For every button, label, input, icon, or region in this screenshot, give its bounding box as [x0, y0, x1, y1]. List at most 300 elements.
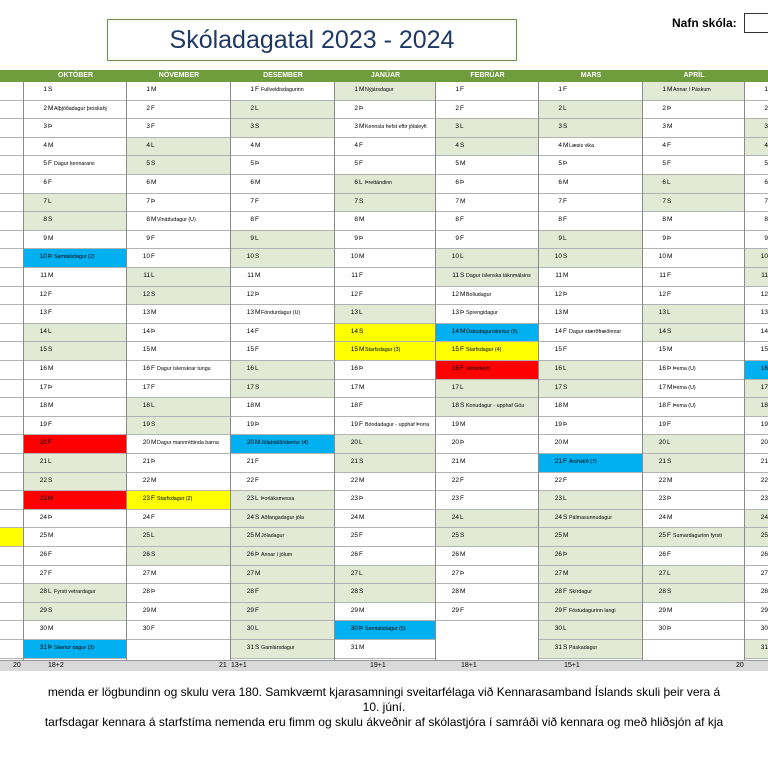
day-cell	[436, 156, 539, 175]
day-cell	[643, 361, 745, 380]
day-cell	[436, 398, 539, 417]
day-cell	[335, 324, 436, 343]
day-note: Annar í jólum	[261, 552, 293, 558]
day-cell	[24, 361, 127, 380]
day-cell	[24, 566, 127, 585]
footnote-line-1: menda er lögbundinn og skulu vera 180. Samkvæmt kjarasamningi sveitarfélaga við Kennarasamband Íslands skuli þeir vera á	[47, 685, 721, 699]
weekday-letter: F	[460, 216, 464, 224]
weekday-letter: M	[48, 402, 54, 410]
day-cell	[0, 249, 24, 268]
day-cell	[127, 528, 231, 547]
weekday-letter: M	[667, 86, 673, 93]
weekday-letter: M	[255, 309, 261, 317]
weekday-letter: F	[255, 86, 259, 93]
weekday-letter: L	[667, 569, 671, 577]
day-cell	[335, 640, 436, 659]
day-cell	[0, 621, 24, 640]
day-cell	[436, 380, 539, 399]
weekday-letter: F	[667, 290, 671, 298]
weekday-letter: M	[151, 216, 157, 224]
day-number: 18	[760, 402, 768, 410]
day-number: 24	[246, 513, 254, 521]
school-name-label: Nafn skóla:	[672, 16, 737, 30]
day-cell	[127, 231, 231, 250]
weekday-letter: M	[48, 495, 54, 503]
day-cell	[745, 435, 768, 454]
day-number: 27	[350, 569, 358, 577]
day-number: 20	[350, 439, 358, 447]
weekday-letter: Þ	[151, 588, 156, 596]
day-number: 23	[451, 495, 459, 503]
day-cell	[127, 138, 231, 157]
day-note: Bóndadagur - upphaf Þorra	[365, 421, 430, 428]
weekday-letter: F	[460, 86, 464, 93]
day-cell	[231, 342, 335, 361]
day-cell	[539, 231, 643, 250]
weekday-letter: S	[48, 346, 53, 354]
totals-row	[0, 660, 768, 671]
weekday-letter: L	[359, 569, 363, 577]
day-note: Gamlársdagur	[261, 645, 295, 651]
day-cell	[231, 305, 335, 324]
day-number: 15	[554, 346, 562, 354]
month-total: 20	[13, 662, 21, 669]
day-cell	[539, 528, 643, 547]
day-number: 1	[146, 86, 150, 93]
day-cell	[127, 380, 231, 399]
day-cell	[231, 640, 335, 659]
day-number: 25	[246, 532, 254, 540]
weekday-letter: L	[460, 123, 464, 131]
day-number: 7	[662, 197, 666, 205]
day-cell	[0, 417, 24, 436]
weekday-letter: F	[563, 346, 567, 354]
weekday-letter: S	[255, 513, 260, 521]
day-cell	[643, 231, 745, 250]
day-cell	[539, 398, 643, 417]
day-cell	[539, 510, 643, 529]
day-note: Starfsdagur (3)	[365, 347, 401, 354]
weekday-letter: F	[563, 216, 567, 224]
weekday-letter: L	[359, 439, 363, 447]
day-number: 14	[760, 327, 768, 335]
day-number: 24	[39, 513, 47, 521]
day-number: 24	[142, 513, 150, 521]
day-cell	[745, 547, 768, 566]
day-number: 19	[451, 420, 459, 428]
day-number: 6	[662, 179, 666, 186]
weekday-letter: F	[151, 495, 155, 503]
day-number: 23	[760, 495, 768, 503]
weekday-letter: F	[667, 532, 671, 540]
weekday-letter: F	[48, 420, 52, 428]
day-cell	[335, 194, 436, 213]
day-cell	[436, 268, 539, 287]
weekday-letter: M	[563, 569, 569, 577]
day-number: 17	[39, 383, 47, 391]
day-cell	[0, 584, 24, 603]
day-cell	[231, 547, 335, 566]
day-cell	[539, 435, 643, 454]
day-number: 11	[351, 272, 358, 279]
day-number: 22	[554, 476, 562, 484]
weekday-letter: L	[460, 253, 464, 261]
day-number: 21	[350, 458, 358, 465]
day-number: 28	[246, 588, 254, 596]
day-cell	[436, 547, 539, 566]
weekday-letter: M	[563, 272, 569, 279]
day-number: 16	[246, 365, 254, 372]
weekday-letter: F	[667, 160, 671, 168]
day-number: 25	[350, 532, 358, 540]
weekday-letter: F	[460, 104, 464, 112]
day-number: 8	[764, 216, 768, 224]
day-cell	[539, 640, 643, 659]
column-divider	[538, 82, 539, 660]
day-cell	[231, 621, 335, 640]
day-cell	[539, 305, 643, 324]
day-cell	[745, 417, 768, 436]
month-total: 13+1	[231, 662, 247, 669]
day-number: 1	[764, 86, 768, 93]
day-cell	[643, 194, 745, 213]
day-number: 8	[455, 216, 459, 224]
weekday-letter: F	[359, 532, 363, 540]
day-number: 4	[764, 141, 768, 149]
weekday-letter: F	[563, 197, 567, 205]
day-cell	[127, 361, 231, 380]
day-cell	[436, 342, 539, 361]
day-number: 7	[455, 197, 459, 205]
day-number: 14	[246, 327, 254, 335]
day-number: 8	[354, 216, 358, 224]
day-number: 17	[658, 383, 666, 391]
weekday-letter: F	[563, 476, 567, 484]
weekday-letter: S	[460, 272, 465, 279]
day-cell	[231, 212, 335, 231]
weekday-letter: M	[151, 476, 157, 484]
day-cell	[436, 231, 539, 250]
weekday-letter: F	[563, 327, 567, 335]
day-cell	[0, 194, 24, 213]
weekday-letter: M	[48, 141, 54, 149]
day-cell	[335, 473, 436, 492]
day-cell	[231, 398, 335, 417]
day-cell	[0, 175, 24, 194]
day-cell	[436, 287, 539, 306]
weekday-letter: Þ	[255, 420, 260, 428]
weekday-letter: M	[667, 606, 673, 614]
day-cell	[436, 82, 539, 101]
day-cell	[335, 175, 436, 194]
day-cell	[643, 305, 745, 324]
day-note: Bolludagur	[466, 291, 492, 298]
day-cell	[127, 491, 231, 510]
weekday-letter: L	[667, 309, 671, 317]
day-number: 7	[43, 197, 47, 205]
day-cell	[643, 473, 745, 492]
day-cell	[24, 268, 127, 287]
day-cell	[127, 268, 231, 287]
day-number: 27	[246, 569, 254, 577]
weekday-letter: S	[48, 606, 53, 614]
weekday-letter: F	[667, 551, 671, 558]
day-number: 20	[246, 439, 254, 447]
weekday-letter: L	[563, 625, 567, 633]
weekday-letter: S	[460, 141, 465, 149]
day-cell	[127, 287, 231, 306]
day-cell	[231, 491, 335, 510]
day-number: 1	[354, 86, 358, 93]
day-cell	[745, 156, 768, 175]
day-cell	[0, 398, 24, 417]
month-header-1: OKTÓBER	[58, 72, 93, 79]
month-total: 19+1	[370, 662, 386, 669]
day-number: 10	[142, 253, 150, 261]
day-number: 27	[39, 569, 47, 577]
day-cell	[539, 156, 643, 175]
day-cell	[231, 101, 335, 120]
day-number: 27	[658, 569, 666, 577]
weekday-letter: F	[151, 365, 155, 372]
day-cell	[643, 398, 745, 417]
weekday-letter: F	[48, 179, 52, 186]
day-cell	[24, 510, 127, 529]
day-number: 11	[143, 272, 150, 279]
day-note: Dagur mannréttinda barna	[157, 440, 219, 447]
day-cell	[436, 324, 539, 343]
weekday-letter: M	[255, 532, 261, 540]
day-note: Kennsla hefst eftir jólaleyfi	[365, 124, 427, 131]
day-cell	[0, 603, 24, 622]
month-header-3: DESEMBER	[263, 72, 303, 79]
day-number: 9	[662, 234, 666, 242]
weekday-letter: L	[151, 532, 155, 540]
weekday-letter: L	[359, 309, 363, 317]
weekday-letter: F	[460, 346, 464, 354]
weekday-letter: F	[151, 383, 155, 391]
weekday-letter: Þ	[359, 234, 364, 242]
day-number: 19	[246, 420, 254, 428]
weekday-letter: Þ	[563, 290, 568, 298]
day-number: 29	[350, 606, 358, 614]
day-number: 20	[554, 439, 562, 447]
weekday-letter: Þ	[151, 327, 156, 335]
day-cell	[24, 491, 127, 510]
day-number: 7	[354, 197, 358, 205]
day-note: Þema (U)	[673, 384, 696, 391]
weekday-letter: M	[359, 644, 365, 651]
day-number: 30	[246, 625, 254, 633]
weekday-letter: S	[151, 420, 156, 428]
day-cell	[127, 417, 231, 436]
weekday-letter: Þ	[563, 551, 568, 558]
day-number: 8	[558, 216, 562, 224]
weekday-letter: F	[359, 272, 363, 279]
day-cell	[24, 119, 127, 138]
month-total: 15+1	[564, 662, 580, 669]
day-number: 7	[146, 197, 150, 205]
weekday-letter: S	[151, 290, 156, 298]
day-cell	[643, 82, 745, 101]
day-number: 14	[39, 327, 47, 335]
weekday-letter: F	[460, 365, 464, 372]
day-cell	[24, 435, 127, 454]
weekday-letter: M	[255, 402, 261, 410]
day-number: 15	[658, 346, 666, 354]
day-note: Sprengidagur	[466, 310, 498, 317]
month-header-4: JANÚAR	[370, 72, 401, 79]
day-cell	[745, 621, 768, 640]
weekday-letter: F	[359, 141, 363, 149]
day-number: 13	[658, 309, 666, 317]
day-number: 31	[760, 644, 768, 651]
day-cell	[335, 380, 436, 399]
day-cell	[24, 584, 127, 603]
month-total: 18+1	[461, 662, 477, 669]
day-note: Þrettándinn	[365, 180, 393, 186]
day-cell	[335, 287, 436, 306]
day-cell	[231, 454, 335, 473]
day-number: 3	[764, 123, 768, 131]
day-cell	[643, 603, 745, 622]
day-number: 18	[39, 402, 47, 410]
day-note: Jóladagur	[261, 533, 285, 540]
day-number: 6	[146, 179, 150, 186]
day-cell	[24, 212, 127, 231]
day-cell	[0, 566, 24, 585]
day-number: 22	[350, 476, 358, 484]
day-number: 11	[761, 272, 768, 279]
day-cell	[0, 101, 24, 120]
weekday-letter: S	[667, 458, 672, 465]
weekday-letter: F	[151, 253, 155, 261]
month-header-5: FEBRÚAR	[470, 72, 505, 79]
day-number: 13	[554, 309, 562, 317]
day-cell	[436, 101, 539, 120]
day-number: 10	[760, 253, 768, 261]
day-number: 2	[354, 104, 358, 112]
weekday-letter: M	[359, 253, 365, 261]
day-number: 12	[760, 290, 768, 298]
day-number: 29	[451, 606, 459, 614]
day-number: 26	[350, 551, 358, 558]
day-note: Annar í Páskum	[673, 87, 711, 93]
day-number: 1	[250, 86, 254, 93]
weekday-letter: Þ	[48, 513, 53, 521]
day-number: 16	[451, 365, 459, 372]
day-note: Dagur íslenskrar tungu	[157, 366, 211, 372]
day-cell	[745, 380, 768, 399]
column-divider	[126, 82, 127, 660]
day-cell	[335, 566, 436, 585]
weekday-letter: L	[563, 495, 567, 503]
day-cell	[0, 231, 24, 250]
day-cell	[335, 547, 436, 566]
day-cell	[0, 435, 24, 454]
day-cell	[436, 603, 539, 622]
day-cell	[643, 621, 745, 640]
month-header-2: NÓVEMBER	[158, 72, 200, 79]
weekday-letter: Þ	[667, 495, 672, 503]
day-cell	[0, 324, 24, 343]
weekday-letter: S	[255, 253, 260, 261]
weekday-letter: L	[48, 588, 52, 596]
day-number: 12	[554, 290, 562, 298]
weekday-letter: S	[48, 216, 53, 224]
day-cell	[745, 138, 768, 157]
weekday-letter: Þ	[460, 569, 465, 577]
day-cell	[335, 491, 436, 510]
day-number: 10	[658, 253, 666, 261]
day-number: 27	[451, 569, 459, 577]
day-cell	[643, 491, 745, 510]
weekday-letter: F	[151, 234, 155, 242]
day-cell	[0, 473, 24, 492]
day-number: 26	[760, 551, 768, 558]
day-number: 5	[146, 160, 150, 168]
day-cell	[643, 342, 745, 361]
day-cell	[127, 398, 231, 417]
column-divider	[435, 82, 436, 660]
day-cell	[745, 640, 768, 659]
weekday-letter: F	[563, 588, 567, 596]
day-number: 30	[554, 625, 562, 633]
day-cell	[335, 82, 436, 101]
weekday-letter: Þ	[48, 123, 53, 131]
weekday-letter: M	[255, 439, 261, 447]
day-number: 31	[554, 644, 562, 651]
day-cell	[24, 640, 127, 659]
day-note: Skertur dagur (3)	[54, 645, 95, 651]
day-number: 2	[43, 104, 47, 112]
day-cell	[745, 287, 768, 306]
weekday-letter: L	[48, 458, 52, 465]
weekday-letter: S	[151, 551, 156, 558]
weekday-letter: M	[563, 141, 569, 149]
weekday-letter: M	[667, 216, 673, 224]
day-cell	[0, 119, 24, 138]
weekday-letter: F	[460, 495, 464, 503]
day-cell	[0, 342, 24, 361]
day-note: Þema (U)	[673, 403, 696, 410]
day-number: 16	[39, 365, 47, 372]
weekday-letter: Þ	[460, 179, 465, 186]
day-number: 9	[43, 234, 47, 242]
day-cell	[539, 101, 643, 120]
day-cell	[745, 268, 768, 287]
day-cell	[0, 528, 24, 547]
month-header-6: MARS	[580, 72, 602, 79]
day-number: 13	[246, 309, 254, 317]
day-cell	[24, 417, 127, 436]
weekday-letter: M	[151, 439, 157, 447]
day-cell	[231, 510, 335, 529]
weekday-letter: Þ	[667, 234, 672, 242]
day-number: 21	[658, 458, 666, 465]
weekday-letter: S	[667, 327, 672, 335]
day-note: Öskudagur/skertur (6)	[466, 328, 518, 335]
school-name-input[interactable]	[744, 13, 768, 33]
day-number: 9	[455, 234, 459, 242]
weekday-letter: F	[563, 458, 567, 465]
day-number: 28	[142, 588, 150, 596]
day-cell	[0, 454, 24, 473]
column-divider	[230, 82, 231, 660]
day-cell	[127, 175, 231, 194]
day-number: 28	[350, 588, 358, 596]
day-note: Dagur íslenska táknmálsins	[466, 273, 531, 279]
